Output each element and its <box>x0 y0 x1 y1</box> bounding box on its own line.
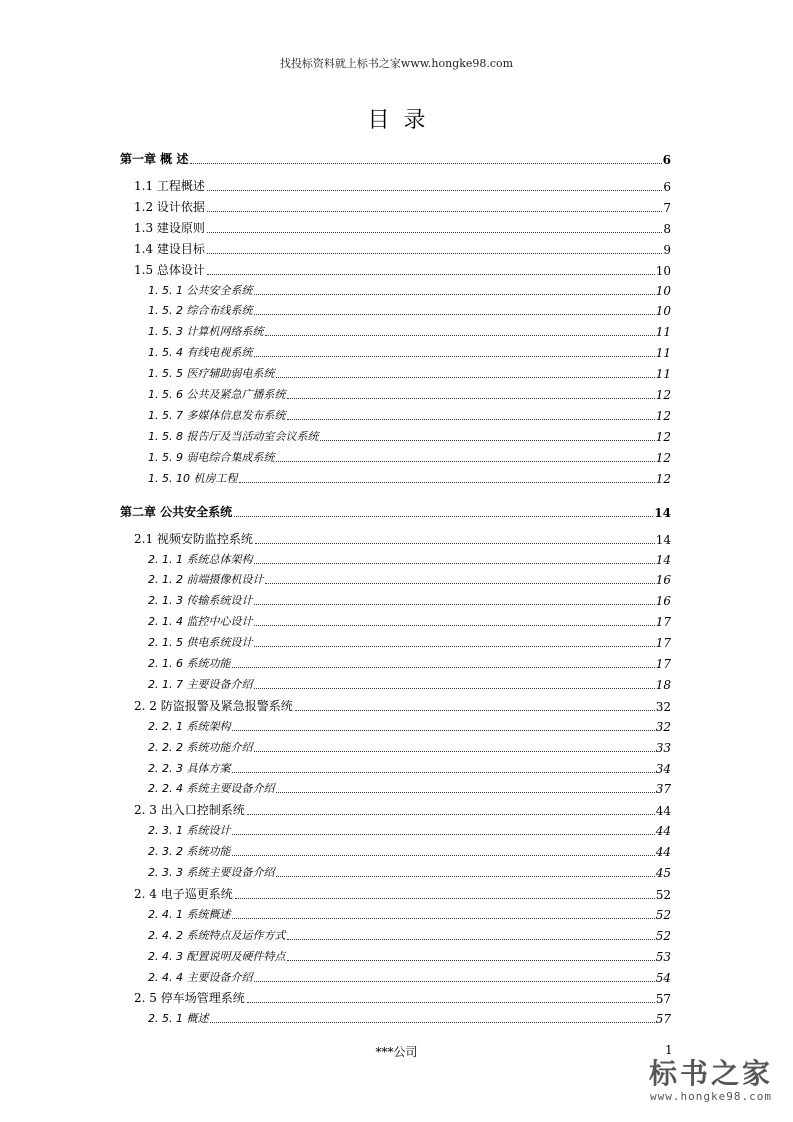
toc-entry-label: 1.5 总体设计 <box>134 262 205 277</box>
toc-subsection-entry[interactable] <box>148 780 671 796</box>
toc-leader-dots <box>254 562 654 564</box>
toc-entry-page: 11 <box>655 346 671 361</box>
toc-leader-dots <box>247 1001 655 1003</box>
toc-leader-dots <box>254 980 654 982</box>
toc-entry-label: 2. 3. 3 系统主要设备介绍 <box>148 866 275 879</box>
toc-entry-page: 45 <box>655 866 671 880</box>
toc-section-entry[interactable] <box>134 240 671 257</box>
toc-entry-label: 2. 3. 2 系统功能 <box>148 845 231 859</box>
toc-entry-page: 8 <box>663 221 671 236</box>
toc-entry-page: 11 <box>655 367 671 382</box>
toc-leader-dots <box>210 1021 654 1023</box>
toc-leader-dots <box>254 313 654 315</box>
toc-leader-dots <box>232 833 654 835</box>
toc-entry-page: 12 <box>655 408 671 423</box>
toc-subsection-entry[interactable] <box>148 407 671 423</box>
toc-subsection-entry[interactable] <box>148 428 671 444</box>
toc-entry-label: 第二章 公共安全系统 <box>120 504 233 519</box>
toc-entry-label: 2. 1. 5 供电系统设计 <box>148 636 253 650</box>
toc-entry-label: 2. 1. 1 系统总体架构 <box>148 552 253 566</box>
toc-subsection-entry[interactable] <box>148 634 671 650</box>
toc-entry-label: 2. 1. 4 监控中心设计 <box>148 615 253 629</box>
toc-entry-page: 17 <box>655 657 671 671</box>
toc-entry-page: 16 <box>655 573 671 588</box>
footer-page-number: 1 <box>665 1043 673 1057</box>
toc-entry-page: 34 <box>655 761 671 776</box>
toc-leader-dots <box>265 334 654 336</box>
toc-entry-label: 2. 1. 2 前端摄像机设计 <box>148 573 264 587</box>
toc-entry-page: 10 <box>655 304 671 319</box>
toc-section-entry[interactable] <box>134 177 671 194</box>
toc-leader-dots <box>276 376 654 378</box>
toc-section-entry[interactable] <box>134 697 671 714</box>
toc-entry-page: 11 <box>655 325 671 340</box>
toc-subsection-entry[interactable] <box>148 864 671 880</box>
toc-entry-label: 1.4 建设目标 <box>134 241 205 256</box>
toc-entry-label: 1. 5. 4 有线电视系统 <box>148 346 253 360</box>
watermark-url: www.hongke98.com <box>650 1090 772 1103</box>
toc-entry-page: 14 <box>655 552 671 567</box>
toc-leader-dots <box>276 791 654 793</box>
toc-subsection-entry[interactable] <box>148 571 671 587</box>
toc-subsection-entry[interactable] <box>148 843 671 859</box>
toc-entry-page: 44 <box>655 845 671 860</box>
toc-leader-dots <box>234 515 653 517</box>
toc-entry-page: 17 <box>655 615 671 630</box>
toc-entry-label: 1. 5. 8 报告厅及当活动室会议系统 <box>148 429 319 443</box>
toc-subsection-entry[interactable] <box>148 927 671 943</box>
toc-entry-page: 9 <box>663 242 671 257</box>
toc-entry-label: 1. 5. 3 计算机网络系统 <box>148 325 264 339</box>
toc-entry-label: 2. 2. 1 系统架构 <box>148 719 231 733</box>
toc-subsection-entry[interactable] <box>148 365 671 381</box>
toc-entry-label: 2. 1. 7 主要设备介绍 <box>148 677 253 691</box>
toc-entry-label: 2. 2 防盗报警及紧急报警系统 <box>134 698 293 713</box>
toc-subsection-entry[interactable] <box>148 449 671 465</box>
toc-title: 目录 <box>367 108 440 133</box>
toc-entry-label: 2. 1. 3 传输系统设计 <box>148 594 253 608</box>
toc-entry-page: 37 <box>655 782 671 797</box>
toc-section-entry[interactable] <box>134 801 671 818</box>
toc-leader-dots <box>207 273 655 275</box>
toc-leader-dots <box>239 481 654 483</box>
toc-entry-page: 6 <box>662 153 671 167</box>
toc-subsection-entry[interactable] <box>148 302 671 318</box>
toc-leader-dots <box>254 750 654 752</box>
toc-leader-dots <box>207 231 662 233</box>
toc-entry-label: 1.1 工程概述 <box>134 179 205 193</box>
toc-entry-page: 52 <box>655 928 671 943</box>
toc-entry-page: 6 <box>663 180 671 194</box>
toc-entry-page: 16 <box>655 594 671 609</box>
toc-subsection-entry[interactable] <box>148 822 671 838</box>
toc-leader-dots <box>190 162 661 164</box>
toc-subsection-entry[interactable] <box>148 969 671 985</box>
toc-entry-page: 52 <box>655 887 671 902</box>
toc-entry-page: 57 <box>655 992 671 1007</box>
toc-entry-page: 10 <box>655 263 671 278</box>
toc-leader-dots <box>254 355 654 357</box>
toc-subsection-entry[interactable] <box>148 551 671 567</box>
toc-entry-page: 12 <box>655 471 671 486</box>
toc-entry-label: 1. 5. 5 医疗辅助弱电系统 <box>148 367 275 381</box>
toc-leader-dots <box>232 666 654 668</box>
toc-section-entry[interactable] <box>134 198 671 215</box>
toc-entry-page: 17 <box>655 636 671 651</box>
toc-entry-label: 2. 4. 1 系统概述 <box>148 907 231 921</box>
toc-entry-label: 2. 4 电子巡更系统 <box>134 886 233 901</box>
watermark-logo <box>636 1058 786 1116</box>
toc-leader-dots <box>254 603 654 605</box>
toc-chapter-entry[interactable] <box>120 150 671 167</box>
toc-entry-label: 1. 5. 2 综合布线系统 <box>148 304 253 318</box>
toc-leader-dots <box>232 729 654 731</box>
toc-leader-dots <box>254 293 654 295</box>
toc-subsection-entry[interactable] <box>148 592 671 608</box>
toc-leader-dots <box>265 582 654 584</box>
toc-entry-page: 54 <box>655 970 671 985</box>
toc-leader-dots <box>207 252 662 254</box>
toc-subsection-entry[interactable] <box>148 323 671 339</box>
toc-entry-label: 1.2 设计依据 <box>134 199 205 214</box>
toc-entry-label: 1. 5. 10 机房工程 <box>148 471 238 485</box>
toc-leader-dots <box>207 210 662 212</box>
toc-entry-label: 2. 5. 1 概述 <box>148 1012 209 1026</box>
toc-subsection-entry[interactable] <box>148 1010 671 1026</box>
footer-company: ***公司 <box>375 1045 418 1059</box>
toc-entry-page: 14 <box>655 532 671 547</box>
watermark-logo-text: 标书之家 <box>648 1057 773 1090</box>
toc-entry-label: 2. 4. 2 系统特点及运作方式 <box>148 928 286 942</box>
toc-subsection-entry[interactable] <box>148 739 671 755</box>
toc-entry-label: 2. 4. 3 配置说明及硬件特点 <box>148 949 286 963</box>
toc-entry-page: 44 <box>655 824 671 839</box>
toc-entry-label: 2. 2. 2 系统功能介绍 <box>148 740 253 754</box>
toc-leader-dots <box>247 813 655 815</box>
toc-leader-dots <box>320 439 654 441</box>
toc-entry-label: 2. 4. 4 主要设备介绍 <box>148 970 253 984</box>
toc-leader-dots <box>254 645 654 647</box>
toc-subsection-entry[interactable] <box>148 718 671 734</box>
toc-leader-dots <box>287 938 654 940</box>
toc-entry-page: 53 <box>655 949 671 964</box>
toc-subsection-entry[interactable] <box>148 655 671 671</box>
toc-subsection-entry[interactable] <box>148 386 671 402</box>
toc-entry-label: 2. 5 停车场管理系统 <box>134 991 245 1006</box>
toc-leader-dots <box>287 959 654 961</box>
toc-entry-page: 12 <box>655 429 671 444</box>
toc-entry-label: 2. 3 出入口控制系统 <box>134 803 245 818</box>
toc-leader-dots <box>254 687 654 689</box>
toc-leader-dots <box>232 917 654 919</box>
toc-section-entry[interactable] <box>134 885 671 902</box>
toc-section-entry[interactable] <box>134 219 671 236</box>
toc-section-entry[interactable] <box>134 989 671 1006</box>
toc-subsection-entry[interactable] <box>148 676 671 692</box>
toc-subsection-entry[interactable] <box>148 948 671 964</box>
toc-subsection-entry[interactable] <box>148 760 671 776</box>
toc-entry-label: 1.3 建设原则 <box>134 220 205 235</box>
toc-entry-page: 33 <box>655 740 671 755</box>
toc-entry-page: 7 <box>663 200 671 215</box>
toc-subsection-entry[interactable] <box>148 344 671 360</box>
toc-entry-label: 2. 1. 6 系统功能 <box>148 657 231 670</box>
toc-subsection-entry[interactable] <box>148 282 671 298</box>
toc-entry-label: 2.1 视频安防监控系统 <box>134 531 253 546</box>
page-header: 找投标资料就上标书之家www.hongke98.com <box>279 57 514 70</box>
toc-entry-label: 2. 2. 4 系统主要设备介绍 <box>148 782 275 796</box>
toc-entry-page: 32 <box>655 719 671 734</box>
toc-entry-label: 2. 3. 1 系统设计 <box>148 824 231 838</box>
toc-entry-page: 12 <box>655 450 671 465</box>
toc-leader-dots <box>287 397 654 399</box>
toc-subsection-entry[interactable] <box>148 470 671 486</box>
toc-entry-page: 14 <box>654 505 671 520</box>
toc-chapter-entry[interactable] <box>120 503 671 520</box>
toc-leader-dots <box>276 875 654 877</box>
toc-entry-label: 2. 2. 3 具体方案 <box>148 761 231 775</box>
toc-entry-page: 10 <box>655 283 671 298</box>
toc-entry-page: 12 <box>655 388 671 402</box>
toc-section-entry[interactable] <box>134 261 671 278</box>
toc-subsection-entry[interactable] <box>148 906 671 922</box>
toc-entry-label: 1. 5. 6 公共及紧急广播系统 <box>148 388 286 401</box>
toc-entry-label: 1. 5. 9 弱电综合集成系统 <box>148 450 275 464</box>
toc-entry-page: 18 <box>655 677 671 692</box>
toc-subsection-entry[interactable] <box>148 613 671 629</box>
toc-entry-page: 32 <box>655 699 671 714</box>
toc-leader-dots <box>295 709 655 711</box>
toc-leader-dots <box>254 624 654 626</box>
toc-leader-dots <box>207 189 662 191</box>
toc-section-entry[interactable] <box>134 530 671 547</box>
toc-leader-dots <box>232 771 654 773</box>
toc-entry-label: 第一章 概 述 <box>120 152 189 166</box>
toc-entry-label: 1. 5. 7 多媒体信息发布系统 <box>148 408 286 422</box>
toc-entry-page: 44 <box>655 804 671 819</box>
toc-entry-label: 1. 5. 1 公共安全系统 <box>148 283 253 297</box>
toc-entry-page: 52 <box>655 907 671 922</box>
toc-entry-page: 57 <box>655 1012 671 1027</box>
toc-leader-dots <box>287 418 654 420</box>
toc-leader-dots <box>235 897 655 899</box>
toc-leader-dots <box>276 460 654 462</box>
toc-leader-dots <box>232 854 654 856</box>
toc-leader-dots <box>255 542 655 544</box>
